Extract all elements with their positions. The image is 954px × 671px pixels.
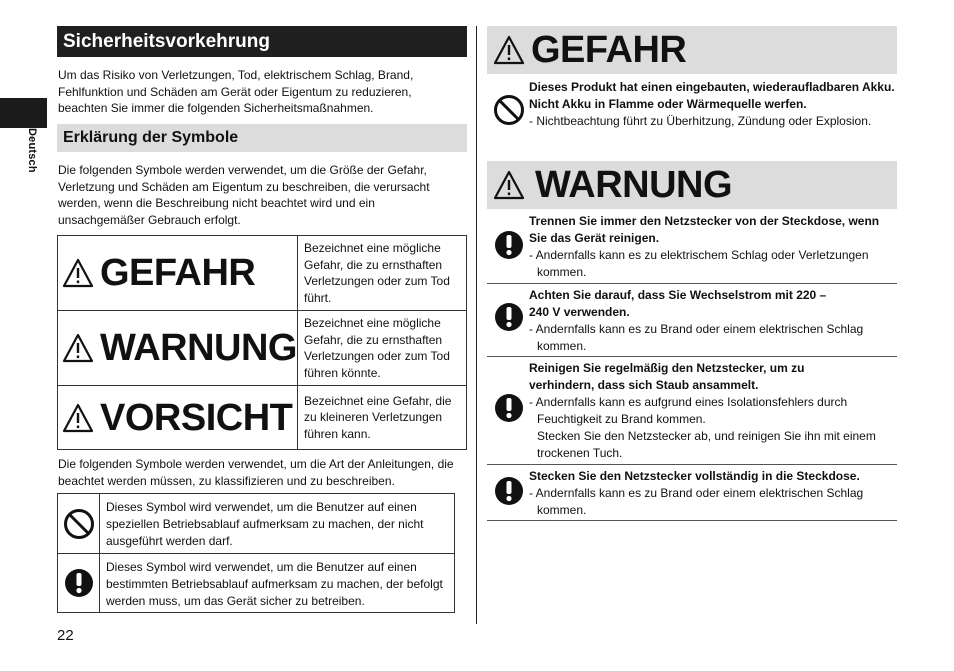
symbol-description: Dieses Symbol wird verwendet, um die Benutzer auf einen bestimmten Betriebsablauf aufmerksam zu machen, der befolgt werden muss, um das Gerät sicher zu betreiben. [106,560,443,608]
danger-entry-heading: Dieses Produkt hat einen eingebauten, wiederaufladbaren Akku. [529,80,895,94]
signal-row-warnung [58,311,466,386]
warning-entry-detail: - Andernfalls kann es aufgrund eines Isolationsfehlers durch Feuchtigkeit zu Brand kommen. [529,395,848,426]
signal-word: WARNUNG [99,327,297,369]
instructions-intro-paragraph: Die folgenden Symbole werden verwendet, um die Art der Anleitungen, die beachtet werden müssen, zu klassifizieren und zu beschreiben. [58,457,454,488]
danger-entry-detail: - Nichtbeachtung führt zu Überhitzung, Zündung oder Explosion. [529,114,872,128]
signal-row-gefahr [58,236,466,311]
warning-entry [529,360,899,462]
instruction-symbol-table [57,493,455,613]
danger-header [487,26,897,74]
mandatory-icon [494,393,524,423]
warning-entry-heading: Achten Sie darauf, dass Sie Wechselstrom mit 220 – 240 V verwenden. [529,288,827,319]
signal-description: Bezeichnet eine Gefahr, die zu kleineren Verletzungen führen kann. [304,393,452,441]
subsection-title: Erklärung der Symbole [57,124,467,152]
signal-word-table [57,235,467,450]
warning-entry-heading: Stecken Sie den Netzstecker vollständig in die Steckdose. [529,469,860,483]
warning-title: WARNUNG [535,164,733,206]
danger-title: GEFAHR [531,29,687,71]
signal-word: VORSICHT [100,396,293,439]
danger-entry-heading-2: Nicht Akku in Flamme oder Wärmequelle werfen. [529,97,807,111]
warning-triangle-icon [62,258,94,288]
warning-entry [529,213,899,281]
intro-paragraph: Um das Risiko von Verletzungen, Tod, elektrischem Schlag, Brand, Fehlfunktion und Schäden am Gerät oder Eigentum zu reduzieren, beachten Sie immer die folgenden Sicherheitsmaßnahmen. [58,68,414,115]
mandatory-icon [494,302,524,332]
entry-separator [487,464,897,465]
warning-triangle-icon [493,170,525,200]
page-number: 22 [57,627,74,644]
language-tab-label: Deutsch [26,128,38,173]
mandatory-icon [494,230,524,260]
warning-entry [529,287,864,355]
column-divider [476,26,477,624]
prohibition-icon [63,508,95,540]
warning-entry-heading: Trennen Sie immer den Netzstecker von der Steckdose, wenn Sie das Gerät reinigen. [529,214,880,245]
danger-entry [529,79,899,130]
warning-entry-detail: - Andernfalls kann es zu Brand oder einem elektrischen Schlag kommen. [529,322,864,353]
entry-separator [487,356,897,357]
signal-row-vorsicht [58,386,466,449]
symbols-intro-paragraph: Die folgenden Symbole werden verwendet, um die Größe der Gefahr, Verletzung und Schäden am Eigentum zu beschreiben, die verursacht werden, wenn die Beschreibung nicht beachtet wird und ein unsachgemäßer Gebrauch erfolgt. [58,163,430,227]
symbol-row-mandatory [58,554,454,612]
warning-entry-heading: Reinigen Sie regelmäßig den Netzstecker, um zu verhindern, dass sich Staub ansammelt. [529,361,805,392]
warning-triangle-icon [62,403,94,433]
symbol-row-prohibition [58,494,454,554]
warning-entry [529,468,899,519]
entry-separator [487,283,897,284]
entry-separator [487,520,897,521]
warning-entry-extra: Stecken Sie den Netzstecker ab, und reinigen Sie ihn mit einem trockenen Tuch. [537,429,876,460]
warning-triangle-icon [493,35,525,65]
mandatory-icon [64,568,94,598]
warning-entry-detail: - Andernfalls kann es zu Brand oder einem elektrischen Schlag kommen. [529,486,864,517]
symbol-description: Dieses Symbol wird verwendet, um die Benutzer auf einen speziellen Betriebsablauf aufmerksam zu machen, der nicht ausgeführt werden darf. [106,500,424,548]
section-title: Sicherheitsvorkehrung [57,26,467,57]
warning-entry-detail: - Andernfalls kann es zu elektrischem Schlag oder Verletzungen kommen. [529,248,869,279]
signal-word: GEFAHR [100,252,256,294]
signal-description: Bezeichnet eine mögliche Gefahr, die zu ernsthaften Verletzungen oder zum Tod führt. [304,241,450,305]
warning-header [487,161,897,209]
mandatory-icon [494,476,524,506]
signal-description: Bezeichnet eine mögliche Gefahr, die zu ernsthaften Verletzungen oder zum Tod führen könnte. [304,316,450,380]
warning-triangle-icon [62,333,94,363]
prohibition-icon [493,94,525,126]
language-tab-marker [0,98,47,128]
